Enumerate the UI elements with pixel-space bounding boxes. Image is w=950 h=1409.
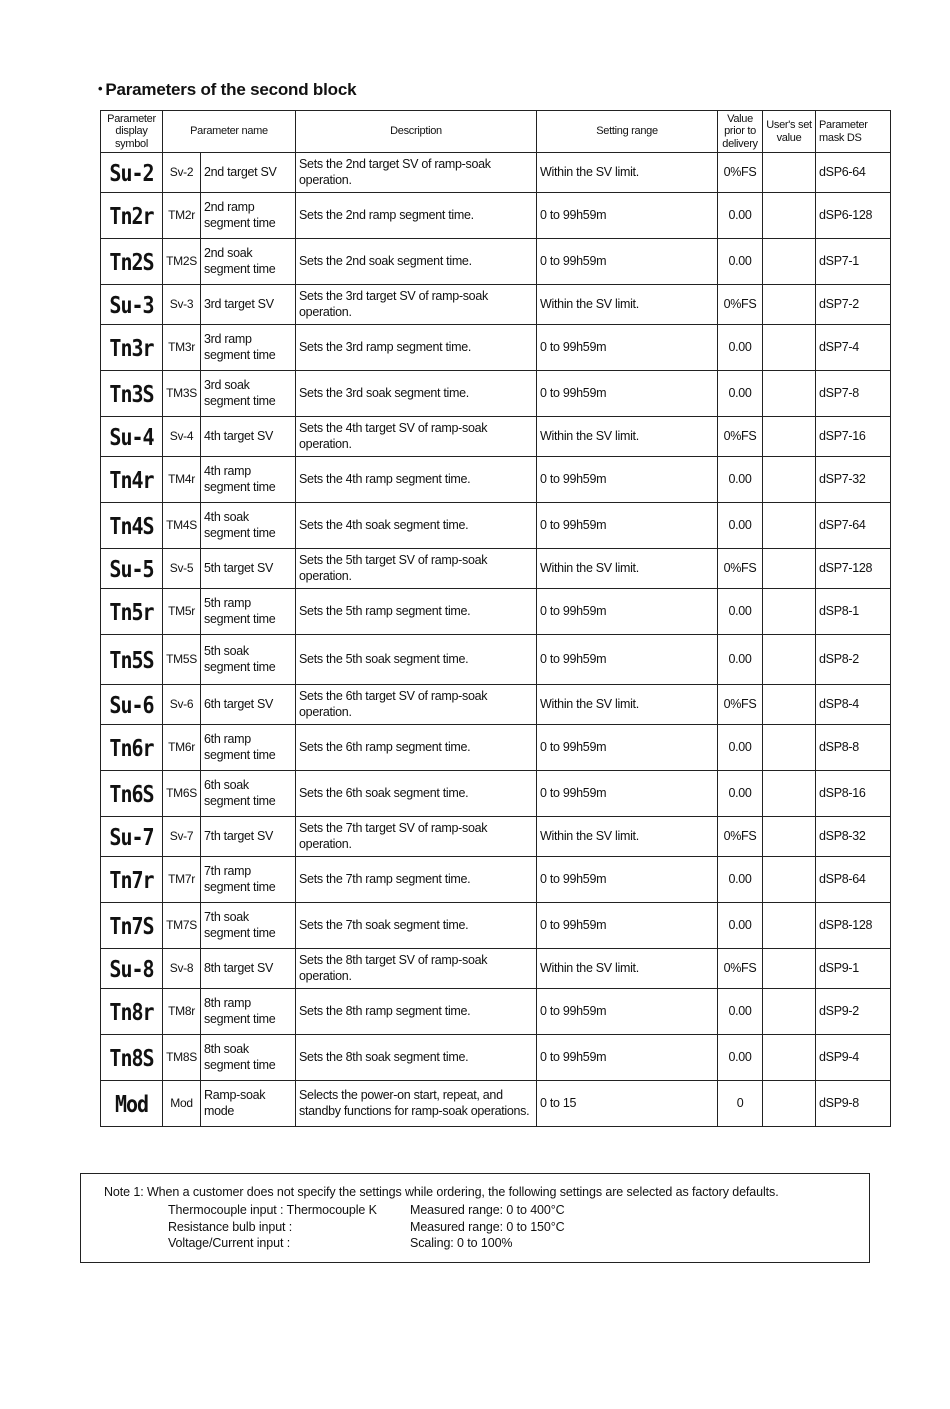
user-set-value — [763, 549, 816, 589]
parameter-name: 5th target SV — [201, 549, 296, 589]
value-prior-to-delivery: 0.00 — [718, 503, 763, 549]
parameter-code: Sv-2 — [163, 153, 201, 193]
parameter-description: Sets the 5th soak segment time. — [296, 635, 537, 685]
header-user-value: User's set value — [763, 111, 816, 153]
header-mask: Parameter mask DS — [816, 111, 891, 153]
value-prior-to-delivery: 0%FS — [718, 417, 763, 457]
parameter-description: Sets the 3rd ramp segment time. — [296, 325, 537, 371]
parameter-display-symbol: Tn2r — [101, 189, 163, 242]
table-row — [101, 685, 891, 725]
parameter-mask: dSP7-64 — [816, 503, 891, 549]
parameter-mask: dSP9-4 — [816, 1035, 891, 1081]
user-set-value — [763, 417, 816, 457]
value-prior-to-delivery: 0.00 — [718, 589, 763, 635]
value-prior-to-delivery: 0%FS — [718, 549, 763, 589]
header-description: Description — [296, 111, 537, 153]
parameter-display-symbol: Tn3r — [101, 321, 163, 374]
table-row — [101, 817, 891, 857]
user-set-value — [763, 503, 816, 549]
parameter-code: TM8S — [163, 1035, 201, 1081]
parameter-mask: dSP8-32 — [816, 817, 891, 857]
setting-range: 0 to 99h59m — [537, 371, 718, 417]
user-set-value — [763, 239, 816, 285]
parameter-code: Sv-6 — [163, 685, 201, 725]
value-prior-to-delivery: 0.00 — [718, 457, 763, 503]
note-item-label: Voltage/Current input : — [168, 1236, 291, 1250]
parameter-code: Sv-7 — [163, 817, 201, 857]
user-set-value — [763, 817, 816, 857]
table-row — [101, 325, 891, 371]
table-row — [101, 549, 891, 589]
user-set-value — [763, 635, 816, 685]
table-row — [101, 771, 891, 817]
parameter-name: 7th soak segment time — [201, 903, 296, 949]
table-row — [101, 503, 891, 549]
setting-range: Within the SV limit. — [537, 153, 718, 193]
note-intro: Note 1: When a customer does not specify the settings while ordering, the following settings are selected as factory defaults. — [104, 1185, 779, 1199]
value-prior-to-delivery: 0.00 — [718, 193, 763, 239]
parameter-description: Sets the 7th target SV of ramp-soak operation. — [296, 817, 537, 857]
value-prior-to-delivery: 0%FS — [718, 153, 763, 193]
table-row — [101, 725, 891, 771]
note-box — [80, 1173, 870, 1263]
parameter-display-symbol: Tn4r — [101, 453, 163, 506]
value-prior-to-delivery: 0.00 — [718, 1035, 763, 1081]
parameter-mask: dSP6-64 — [816, 153, 891, 193]
parameter-display-symbol: Tn7r — [101, 853, 163, 906]
user-set-value — [763, 1035, 816, 1081]
parameter-display-symbol: Su-8 — [101, 946, 163, 992]
parameter-display-symbol: Tn2S — [101, 235, 163, 288]
user-set-value — [763, 193, 816, 239]
table-row — [101, 285, 891, 325]
parameter-code: TM8r — [163, 989, 201, 1035]
parameter-display-symbol: Su-7 — [101, 814, 163, 860]
setting-range: 0 to 99h59m — [537, 193, 718, 239]
value-prior-to-delivery: 0.00 — [718, 857, 763, 903]
parameter-mask: dSP8-16 — [816, 771, 891, 817]
parameter-mask: dSP8-2 — [816, 635, 891, 685]
table-header-row — [101, 111, 891, 153]
parameter-name: 4th ramp segment time — [201, 457, 296, 503]
header-setting-range: Setting range — [537, 111, 718, 153]
parameter-mask: dSP7-4 — [816, 325, 891, 371]
parameter-code: TM5S — [163, 635, 201, 685]
setting-range: 0 to 99h59m — [537, 503, 718, 549]
parameter-code: Sv-8 — [163, 949, 201, 989]
parameter-description: Sets the 6th target SV of ramp-soak operation. — [296, 685, 537, 725]
setting-range: Within the SV limit. — [537, 817, 718, 857]
setting-range: 0 to 99h59m — [537, 239, 718, 285]
parameter-table-container — [100, 110, 873, 1130]
setting-range: 0 to 99h59m — [537, 457, 718, 503]
parameter-code: Sv-3 — [163, 285, 201, 325]
header-symbol: Parameter display symbol — [101, 111, 163, 153]
parameter-code: TM4r — [163, 457, 201, 503]
parameter-name: 5th ramp segment time — [201, 589, 296, 635]
value-prior-to-delivery: 0.00 — [718, 371, 763, 417]
parameter-display-symbol: Tn6S — [101, 767, 163, 820]
parameter-name: 3rd target SV — [201, 285, 296, 325]
setting-range: 0 to 15 — [537, 1081, 718, 1127]
parameter-name: 5th soak segment time — [201, 635, 296, 685]
header-value-prior: Value prior to delivery — [718, 111, 763, 153]
table-row — [101, 1081, 891, 1127]
setting-range: 0 to 99h59m — [537, 589, 718, 635]
parameter-mask: dSP9-1 — [816, 949, 891, 989]
parameter-mask: dSP8-8 — [816, 725, 891, 771]
table-row — [101, 193, 891, 239]
parameter-description: Sets the 5th ramp segment time. — [296, 589, 537, 635]
table-row — [101, 989, 891, 1035]
parameter-code: TM3r — [163, 325, 201, 371]
value-prior-to-delivery: 0%FS — [718, 817, 763, 857]
parameter-name: 6th ramp segment time — [201, 725, 296, 771]
table-row — [101, 903, 891, 949]
parameter-name: 4th soak segment time — [201, 503, 296, 549]
parameter-display-symbol: Su-5 — [101, 546, 163, 592]
user-set-value — [763, 725, 816, 771]
parameter-display-symbol: Tn8S — [101, 1031, 163, 1084]
parameter-mask: dSP7-1 — [816, 239, 891, 285]
user-set-value — [763, 371, 816, 417]
parameter-name: 7th ramp segment time — [201, 857, 296, 903]
parameter-name: 6th soak segment time — [201, 771, 296, 817]
table-row — [101, 635, 891, 685]
parameter-name: Ramp-soak mode — [201, 1081, 296, 1127]
parameter-code: TM2r — [163, 193, 201, 239]
value-prior-to-delivery: 0.00 — [718, 325, 763, 371]
parameter-code: TM6S — [163, 771, 201, 817]
table-row — [101, 457, 891, 503]
parameter-mask: dSP8-64 — [816, 857, 891, 903]
parameter-name: 8th target SV — [201, 949, 296, 989]
parameter-code: TM2S — [163, 239, 201, 285]
parameter-name: 2nd soak segment time — [201, 239, 296, 285]
parameter-display-symbol: Tn5r — [101, 585, 163, 638]
parameter-mask: dSP8-1 — [816, 589, 891, 635]
parameter-description: Sets the 3rd soak segment time. — [296, 371, 537, 417]
parameter-display-symbol: Su-4 — [101, 414, 163, 460]
note-item-label: Thermocouple input : Thermocouple K — [168, 1203, 377, 1217]
parameter-description: Sets the 3rd target SV of ramp-soak operation. — [296, 285, 537, 325]
parameter-table — [100, 110, 891, 1127]
user-set-value — [763, 325, 816, 371]
parameter-code: Mod — [163, 1081, 201, 1127]
note-item-value: Measured range: 0 to 400°C — [410, 1203, 565, 1217]
setting-range: 0 to 99h59m — [537, 857, 718, 903]
parameter-display-symbol: Tn5S — [101, 631, 163, 689]
parameter-code: TM6r — [163, 725, 201, 771]
parameter-code: TM7r — [163, 857, 201, 903]
parameter-mask: dSP8-4 — [816, 685, 891, 725]
parameter-display-symbol: Tn7S — [101, 899, 163, 952]
user-set-value — [763, 1081, 816, 1127]
value-prior-to-delivery: 0.00 — [718, 635, 763, 685]
parameter-name: 6th target SV — [201, 685, 296, 725]
parameter-description: Sets the 5th target SV of ramp-soak operation. — [296, 549, 537, 589]
parameter-description: Sets the 7th ramp segment time. — [296, 857, 537, 903]
parameter-display-symbol: Su-2 — [101, 150, 163, 196]
setting-range: Within the SV limit. — [537, 549, 718, 589]
parameter-description: Sets the 6th soak segment time. — [296, 771, 537, 817]
parameter-mask: dSP7-128 — [816, 549, 891, 589]
user-set-value — [763, 949, 816, 989]
parameter-mask: dSP7-2 — [816, 285, 891, 325]
setting-range: 0 to 99h59m — [537, 725, 718, 771]
value-prior-to-delivery: 0%FS — [718, 685, 763, 725]
parameter-display-symbol: Tn4S — [101, 499, 163, 552]
setting-range: 0 to 99h59m — [537, 325, 718, 371]
setting-range: Within the SV limit. — [537, 285, 718, 325]
parameter-code: TM3S — [163, 371, 201, 417]
value-prior-to-delivery: 0.00 — [718, 989, 763, 1035]
heading-title: Parameters of the second block — [105, 80, 357, 99]
parameter-mask: dSP9-8 — [816, 1081, 891, 1127]
value-prior-to-delivery: 0 — [718, 1081, 763, 1127]
header-name: Parameter name — [163, 111, 296, 153]
parameter-name: 8th soak segment time — [201, 1035, 296, 1081]
value-prior-to-delivery: 0%FS — [718, 949, 763, 989]
table-row — [101, 857, 891, 903]
parameter-mask: dSP9-2 — [816, 989, 891, 1035]
table-row — [101, 949, 891, 989]
user-set-value — [763, 285, 816, 325]
parameter-description: Sets the 2nd target SV of ramp-soak operation. — [296, 153, 537, 193]
parameter-name: 4th target SV — [201, 417, 296, 457]
user-set-value — [763, 457, 816, 503]
setting-range: Within the SV limit. — [537, 685, 718, 725]
value-prior-to-delivery: 0.00 — [718, 239, 763, 285]
user-set-value — [763, 685, 816, 725]
parameter-display-symbol: Tn6r — [101, 721, 163, 774]
table-row — [101, 371, 891, 417]
setting-range: 0 to 99h59m — [537, 635, 718, 685]
user-set-value — [763, 989, 816, 1035]
parameter-description: Sets the 4th target SV of ramp-soak operation. — [296, 417, 537, 457]
parameter-mask: dSP7-16 — [816, 417, 891, 457]
parameter-code: Sv-5 — [163, 549, 201, 589]
parameter-description: Sets the 4th soak segment time. — [296, 503, 537, 549]
parameter-display-symbol: Su-6 — [101, 682, 163, 728]
parameter-code: TM5r — [163, 589, 201, 635]
parameter-description: Sets the 4th ramp segment time. — [296, 457, 537, 503]
parameter-display-symbol: Mod — [101, 1077, 163, 1130]
parameter-mask: dSP7-8 — [816, 371, 891, 417]
parameter-description: Sets the 8th ramp segment time. — [296, 989, 537, 1035]
parameter-name: 7th target SV — [201, 817, 296, 857]
table-row — [101, 417, 891, 457]
setting-range: Within the SV limit. — [537, 417, 718, 457]
parameter-description: Selects the power-on start, repeat, and standby functions for ramp-soak operations. — [296, 1081, 537, 1127]
note-item-value: Scaling: 0 to 100% — [410, 1236, 513, 1250]
setting-range: Within the SV limit. — [537, 949, 718, 989]
parameter-code: TM4S — [163, 503, 201, 549]
parameter-description: Sets the 2nd soak segment time. — [296, 239, 537, 285]
user-set-value — [763, 153, 816, 193]
setting-range: 0 to 99h59m — [537, 771, 718, 817]
parameter-code: TM7S — [163, 903, 201, 949]
parameter-description: Sets the 8th target SV of ramp-soak operation. — [296, 949, 537, 989]
parameter-name: 2nd target SV — [201, 153, 296, 193]
parameter-display-symbol: Tn3S — [101, 367, 163, 420]
value-prior-to-delivery: 0%FS — [718, 285, 763, 325]
parameter-mask: dSP6-128 — [816, 193, 891, 239]
bullet-icon: • — [98, 81, 103, 96]
parameter-display-symbol: Su-3 — [101, 282, 163, 328]
user-set-value — [763, 589, 816, 635]
user-set-value — [763, 903, 816, 949]
value-prior-to-delivery: 0.00 — [718, 725, 763, 771]
setting-range: 0 to 99h59m — [537, 903, 718, 949]
setting-range: 0 to 99h59m — [537, 989, 718, 1035]
parameter-description: Sets the 7th soak segment time. — [296, 903, 537, 949]
note-item-label: Resistance bulb input : — [168, 1220, 293, 1234]
table-row — [101, 239, 891, 285]
parameter-description: Sets the 8th soak segment time. — [296, 1035, 537, 1081]
parameter-display-symbol: Tn8r — [101, 985, 163, 1038]
user-set-value — [763, 857, 816, 903]
parameter-code: Sv-4 — [163, 417, 201, 457]
parameter-name: 2nd ramp segment time — [201, 193, 296, 239]
table-row — [101, 153, 891, 193]
value-prior-to-delivery: 0.00 — [718, 771, 763, 817]
parameter-name: 3rd soak segment time — [201, 371, 296, 417]
table-row — [101, 589, 891, 635]
parameter-mask: dSP8-128 — [816, 903, 891, 949]
parameter-name: 3rd ramp segment time — [201, 325, 296, 371]
table-row — [101, 1035, 891, 1081]
value-prior-to-delivery: 0.00 — [718, 903, 763, 949]
note-item-value: Measured range: 0 to 150°C — [410, 1220, 565, 1234]
parameter-mask: dSP7-32 — [816, 457, 891, 503]
parameter-description: Sets the 6th ramp segment time. — [296, 725, 537, 771]
user-set-value — [763, 771, 816, 817]
setting-range: 0 to 99h59m — [537, 1035, 718, 1081]
page-heading — [98, 80, 356, 100]
parameter-table-body — [101, 153, 891, 1127]
parameter-name: 8th ramp segment time — [201, 989, 296, 1035]
parameter-description: Sets the 2nd ramp segment time. — [296, 193, 537, 239]
